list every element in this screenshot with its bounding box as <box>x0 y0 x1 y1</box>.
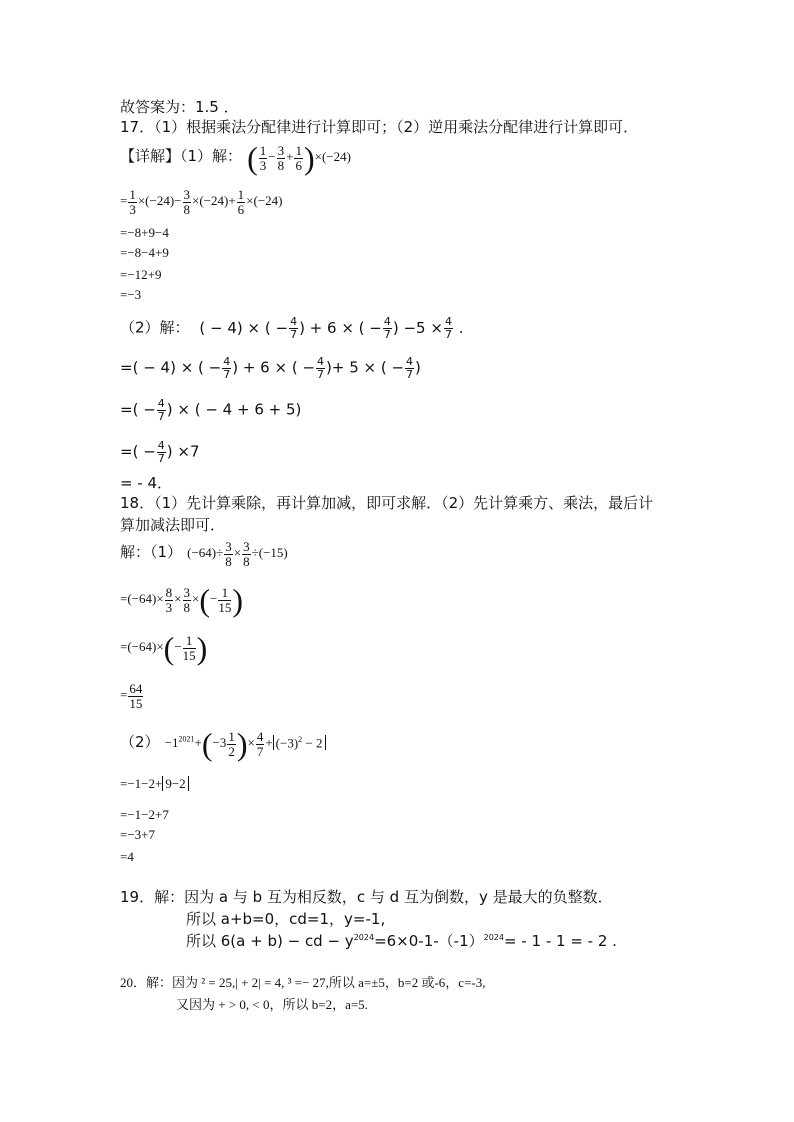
problem-17-intro: 17．（1）根据乘法分配律进行计算即可；（2）逆用乘法分配律进行计算即可． <box>120 118 639 136</box>
p17-part2: （2）解： ( − 4) × ( − $\frac{4}{7}$ ) + 6 × ( − $\frac{4}{7}$ ) −5 × $\frac{4}{7}$ . <box>120 315 464 341</box>
problem-20-line-1: 20．解：因为 ² = 25,| + 2| = 4, ³ =− 27,所以 a=±5，b=2 或-6，c=-3, <box>120 975 486 990</box>
p18-part2-step2: =−1−2+7 <box>120 807 169 822</box>
problem-17-detail <box>120 142 351 174</box>
problem-19-line-2: 所以 a+b=0，cd=1，y=-1, <box>186 910 386 928</box>
problem-19-line-3 <box>186 934 617 949</box>
problem-18-intro-b: 算加减法即可． <box>120 516 226 534</box>
p18-part2: $(2) -1^{2021}+(-3$ $\frac{1}{2}$ )× $\frac{4}{7}$ + $(-3)^2 - 2$ <box>120 728 326 760</box>
p18-part1: 解：（1） (−64)÷ $\frac{3}{8}$ × $\frac{3}{8}$ ÷(−15) <box>120 539 288 569</box>
problem-19-line-1: 19．解：因为 a 与 b 互为相反数，c 与 d 互为倒数，y 是最大的负整数． <box>120 888 613 906</box>
p17-part2-step2: =( − $\frac{4}{7}$ ) × ( − 4 + 6 + 5) <box>120 397 302 423</box>
answer-line: 故答案为：1.5 ． <box>120 98 239 116</box>
problem-18-intro-a: 18．（1）先计算乘除，再计算加减，即可求解．（2）先计算乘方、乘法，最后计 <box>120 494 654 512</box>
p17-part2-step3: =( − $\frac{4}{7}$ ) ×7 <box>120 439 200 465</box>
p18-sol-label: 解：（1） <box>120 543 183 562</box>
p19-c-exp: 2024 <box>353 933 375 942</box>
p19-c-post: = - 1 - 1 = - 2 . <box>503 932 617 950</box>
p18-part2-step3: =−3+7 <box>120 827 155 842</box>
p19-c-pre: 所以 6(a + b) − cd − y <box>186 932 354 950</box>
p19-c-exp2: 2024 <box>483 933 504 942</box>
p19-c-mid: =6×0-1-（-1） <box>374 932 484 950</box>
p17-step-3: =−8−4+9 <box>120 245 169 260</box>
p18-part2-label: （2） <box>120 732 160 751</box>
p18-part2-step1: =−1−2+ 9−2 <box>120 776 189 791</box>
detail-label: 【详解】（1）解： <box>120 146 243 165</box>
p18-step-3: = $\frac{64}{15}$ <box>120 681 143 711</box>
p17-step-5: =−3 <box>120 287 142 302</box>
expression: ( $\frac{1}{3}$ − $\frac{3}{8}$ + $\frac{1}{6}$ )×(−24) <box>247 140 351 176</box>
p17-step-4: =−12+9 <box>120 267 162 282</box>
problem-20-line-2: 又因为 + > 0, < 0，所以 b=2，a=5. <box>176 997 368 1012</box>
p18-step-2: =(−64)×(− $\frac{1}{15}$ ) <box>120 630 208 666</box>
p18-part2-step4: =4 <box>120 849 134 864</box>
p18-step-1: =(−64)× $\frac{8}{3}$ × $\frac{3}{8}$ ×(− $\frac{1}{15}$ ) <box>120 582 243 618</box>
p17-step-1: = $\frac{1}{3}$ ×(−24)− $\frac{3}{8}$ ×(−24)+ $\frac{1}{6}$ ×(−24) <box>120 187 283 217</box>
p17-final: = - 4． <box>120 474 173 492</box>
p17-step-2: =−8+9−4 <box>120 225 169 240</box>
p17-part2-step1: =( − 4) × ( − $\frac{4}{7}$ ) + 6 × ( − $\frac{4}{7}$ )+ 5 × ( − $\frac{4}{7}$ ) <box>120 355 421 381</box>
part2-label: （2）解： <box>120 318 190 337</box>
